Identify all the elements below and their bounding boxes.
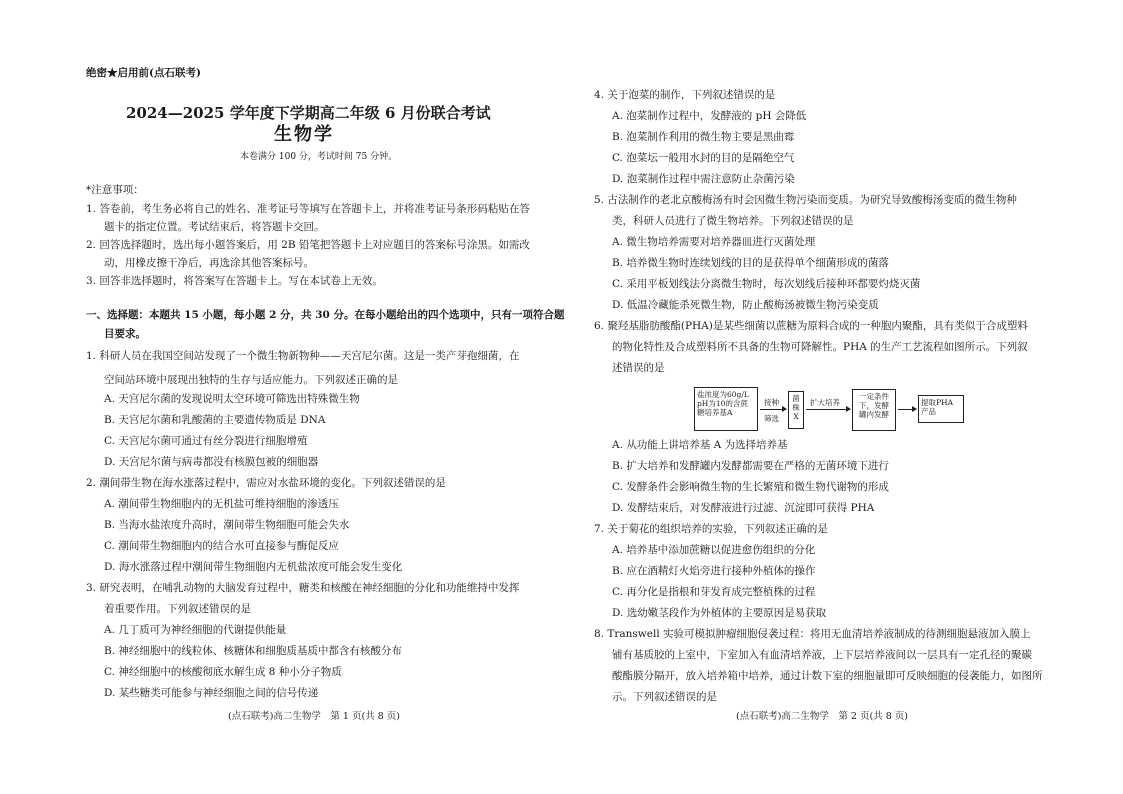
q3-option-a: A. 几丁质可为神经细胞的代谢提供能量 [104, 624, 287, 636]
pha-flow-diagram [694, 387, 994, 433]
q7-option-d: D. 选幼嫩茎段作为外植体的主要原因是易获取 [612, 607, 827, 619]
q1-option-c: C. 天宫尼尔菌可通过有丝分裂进行细胞增殖 [104, 435, 308, 447]
q5-option-a: A. 微生物培养需要对培养器皿进行灭菌处理 [612, 236, 816, 248]
q6-stem: 6. 聚羟基脂肪酸酯(PHA)是某些细菌以蔗糖为原料合成的一种胞内聚酯，具有类似于合成塑料 [594, 320, 1028, 332]
note-line: 题卡的指定位置。考试结束后，将答题卡交回。 [104, 221, 325, 233]
section-heading: 一、选择题：本题共 15 小题，每小题 2 分，共 30 分。在每小题给出的四个选项中，只有一项符合题 [86, 309, 565, 321]
q3-option-c: C. 神经细胞中的核酸彻底水解生成 8 种小分子物质 [104, 666, 342, 678]
exam-title: 2024—2025 学年度下学期高二年级 6 月份联合考试 [126, 104, 491, 122]
q6-option-a: A. 从功能上讲培养基 A 为选择培养基 [612, 439, 788, 451]
flow-label-screen: 筛选 [764, 414, 779, 423]
q2-option-a: A. 潮间带生物细胞内的无机盐可维持细胞的渗透压 [104, 498, 339, 510]
flow-label-inoculate: 接种 [764, 398, 779, 407]
q2-option-b: B. 当海水盐浓度升高时，潮间带生物细胞可能会失水 [104, 519, 350, 531]
exam-info: 本卷满分 100 分，考试时间 75 分钟。 [240, 152, 398, 162]
q6-stem-cont: 的物化特性及合成塑料所不具备的生物可降解性。PHA 的生产工艺流程如图所示。下列叙 [612, 341, 1028, 353]
q4-option-a: A. 泡菜制作过程中，发酵液的 pH 会降低 [612, 110, 807, 122]
q5-stem: 5. 古法制作的老北京酸梅汤有时会因微生物污染而变质。为研究导致酸梅汤变质的微生物种 [594, 194, 1017, 206]
q8-stem-cont: 铺有基质胶的上室中，下室加入有血清培养液，上下层培养液间以一层具有一定孔径的聚碳 [612, 649, 1032, 661]
q1-option-b: B. 天宫尼尔菌和乳酸菌的主要遗传物质是 DNA [104, 414, 326, 426]
q4-option-b: B. 泡菜制作利用的微生物主要是黑曲霉 [612, 131, 795, 143]
q1-option-d: D. 天宫尼尔菌与病毒都没有核膜包被的细胞器 [104, 456, 319, 468]
q7-option-c: C. 再分化是指根和芽发育成完整植株的过程 [612, 586, 816, 598]
q6-stem-cont: 述错误的是 [612, 362, 665, 374]
flow-box-strain: 菌株 X [788, 391, 804, 429]
q5-option-b: B. 培养微生物时连续划线的目的是获得单个细菌形成的菌落 [612, 257, 889, 269]
q7-option-a: A. 培养基中添加蔗糖以促进愈伤组织的分化 [612, 544, 816, 556]
flow-arrow [898, 409, 916, 410]
q1-stem-cont: 空间站环境中展现出独特的生存与适应能力。下列叙述正确的是 [104, 374, 398, 386]
q1-stem: 1. 科研人员在我国空间站发现了一个微生物新物种——天宫尼尔菌。这是一类产芽孢细菌，在 [86, 350, 520, 362]
flow-arrow [806, 409, 850, 410]
q1-option-a: A. 天宫尼尔菌的发现说明太空环境可筛选出特殊微生物 [104, 393, 360, 405]
q3-stem: 3. 研究表明，在哺乳动物的大脑发育过程中，糖类和核酸在神经细胞的分化和功能维持中发挥 [86, 582, 520, 594]
q7-option-b: B. 应在酒精灯火焰旁进行接种外植体的操作 [612, 565, 816, 577]
q6-option-d: D. 发酵结束后，对发酵液进行过滤、沉淀即可获得 PHA [612, 502, 875, 514]
flow-arrow [760, 409, 786, 410]
q4-option-d: D. 泡菜制作过程中需注意防止杂菌污染 [612, 173, 795, 185]
note-line: 2. 回答选择题时，选出每小题答案后，用 2B 铅笔把答题卡上对应题目的答案标号涂黑。如需改 [86, 239, 530, 251]
q8-stem-cont: 示。下列叙述错误的是 [612, 691, 717, 703]
q4-option-c: C. 泡菜坛一般用水封的目的是隔绝空气 [612, 152, 795, 164]
q2-option-c: C. 潮间带生物细胞内的结合水可直接参与酶促反应 [104, 540, 339, 552]
q3-stem-cont: 着重要作用。下列叙述错误的是 [104, 603, 251, 615]
page-footer: (点石联考)高二生物学 第 2 页(共 8 页) [736, 711, 908, 722]
notes-heading: *注意事项： [86, 184, 144, 196]
note-line: 1. 答卷前，考生务必将自己的姓名、准考证号等填写在答题卡上，并将准考证号条形码粘贴在答 [86, 203, 530, 215]
flow-label-expand: 扩大培养 [810, 398, 840, 407]
note-line: 动，用橡皮擦干净后，再选涂其他答案标号。 [104, 257, 314, 269]
q6-option-b: B. 扩大培养和发酵罐内发酵都需要在严格的无菌环境下进行 [612, 460, 889, 472]
subject-title: 生物学 [274, 124, 334, 145]
flow-box-medium-a: 盐浓度为60g/L pH为10的含蔗糖培养基A [694, 387, 758, 431]
q5-option-c: C. 采用平板划线法分离微生物时，每次划线后接种环都要灼烧灭菌 [612, 278, 921, 290]
q6-option-c: C. 发酵条件会影响微生物的生长繁殖和微生物代谢物的形成 [612, 481, 889, 493]
q8-stem: 8. Transwell 实验可模拟肿瘤细胞侵袭过程：将用无血清培养液制成的待测细胞悬液加入膜上 [594, 628, 1031, 640]
q3-option-b: B. 神经细胞中的线粒体、核糖体和细胞质基质中都含有核酸分布 [104, 645, 402, 657]
section-heading-cont: 目要求。 [104, 328, 146, 340]
note-line: 3. 回答非选择题时，将答案写在答题卡上。写在本试卷上无效。 [86, 275, 383, 287]
q8-stem-cont: 酸酯膜分隔开，放入培养箱中培养，通过计数下室的细胞量即可反映细胞的侵袭能力，如图所 [612, 670, 1043, 682]
page-footer: (点石联考)高二生物学 第 1 页(共 8 页) [228, 711, 400, 722]
q2-stem: 2. 潮间带生物在海水涨落过程中，需应对水盐环境的变化。下列叙述错误的是 [86, 477, 446, 489]
flow-box-extract: 提取PHA 产品 [918, 395, 964, 423]
q7-stem: 7. 关于菊花的组织培养的实验，下列叙述正确的是 [594, 523, 828, 535]
secret-label: 绝密★启用前(点石联考) [86, 67, 201, 79]
flow-box-fermentation: 一定条件 下，发酵 罐内发酵 [852, 389, 896, 431]
q3-option-d: D. 某些糖类可能参与神经细胞之间的信号传递 [104, 687, 319, 699]
q5-option-d: D. 低温冷藏能杀死微生物，防止酸梅汤被微生物污染变质 [612, 299, 879, 311]
q4-stem: 4. 关于泡菜的制作，下列叙述错误的是 [594, 89, 776, 101]
q5-stem-cont: 类，科研人员进行了微生物培养。下列叙述错误的是 [612, 215, 854, 227]
q2-option-d: D. 海水涨落过程中潮间带生物细胞内无机盐浓度可能会发生变化 [104, 561, 403, 573]
